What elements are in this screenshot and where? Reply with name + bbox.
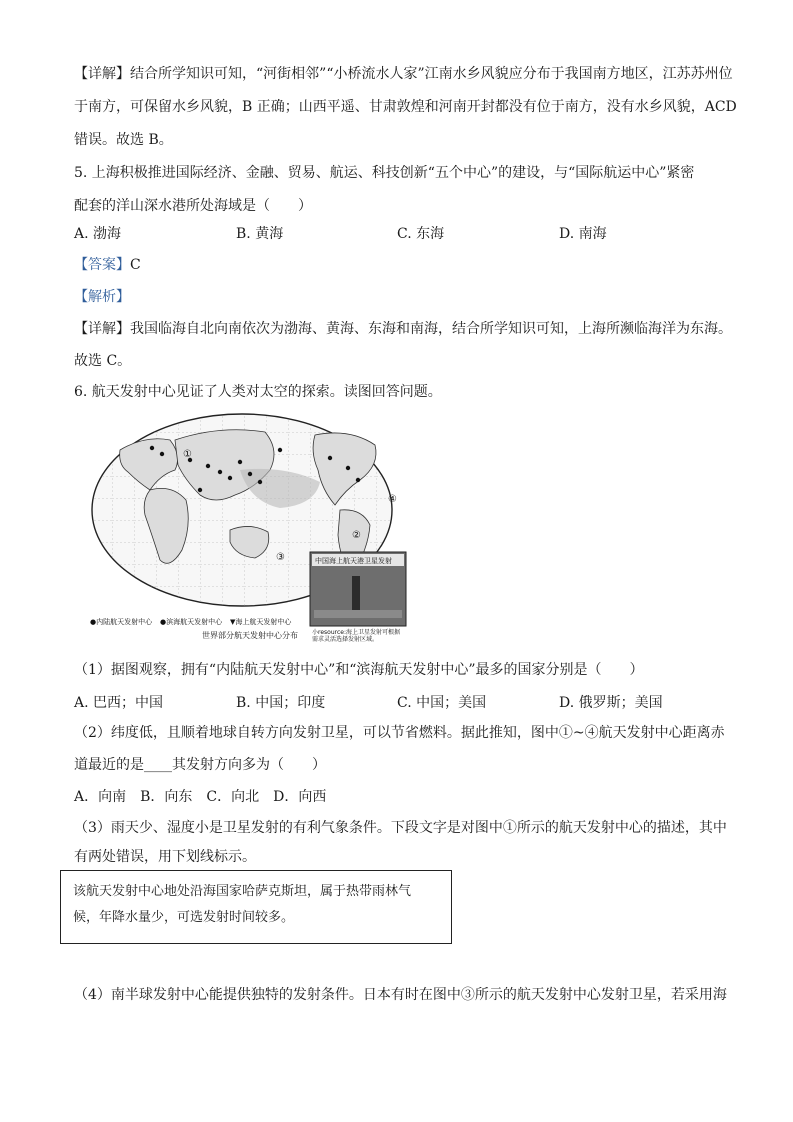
marker-3: ③ xyxy=(276,552,285,563)
map-figure xyxy=(90,410,410,642)
map-caption: 世界部分航天发射中心分布 xyxy=(202,631,298,640)
box-line-1: 该航天发射中心地处沿海国家哈萨克斯坦，属于热带雨林气 xyxy=(73,884,412,899)
marker-4: ④ xyxy=(388,494,397,505)
inset-note-2: 需求灵活选择发射区域。 xyxy=(312,636,379,642)
q6-sub2-options: A．向南 B．向东 C．向北 D．向西 xyxy=(74,789,327,805)
marker-1: ① xyxy=(183,449,192,460)
q5-option-b: B. 黄海 xyxy=(236,226,284,242)
q4-detail-line-2: 于南方，可保留水乡风貌，B 正确；山西平遥、甘肃敦煌和河南开封都没有位于南方，没有水乡风貌，ACD xyxy=(74,99,737,115)
inset-title: 中国海上航天港卫星发射 xyxy=(315,557,392,565)
q5-stem-line-1: 5. 上海积极推进国际经济、金融、贸易、航运、科技创新“五个中心”的建设，与“国际航运中心”紧密 xyxy=(74,165,695,181)
q6-sub2-line-1: （2）纬度低，且顺着地球自转方向发射卫星，可以节省燃料。据此推知，图中①~④航天发射中心距离赤 xyxy=(74,725,725,741)
sea-platform xyxy=(314,610,402,618)
q6-sub1-option-a: A. 巴西；中国 xyxy=(74,695,164,711)
q5-option-d: D. 南海 xyxy=(559,226,607,242)
q6-sub3-line-1: （3）雨天少、湿度小是卫星发射的有利气象条件。下段文字是对图中①所示的航天发射中心的描述，其中 xyxy=(74,820,727,836)
q5-answer-tag: 【答案】 xyxy=(74,257,130,273)
inset-note-1: 小resource:海上卫星发射可根据 xyxy=(312,629,400,636)
q4-detail-line-1: 【详解】结合所学知识可知，“河街相邻”“小桥流水人家”江南水乡风貌应分布于我国南方地区，江苏苏州位 xyxy=(74,66,733,82)
legend-sea: ▼海上航天发射中心 xyxy=(230,618,292,626)
q4-detail-line-3: 错误。故选 B。 xyxy=(74,132,173,148)
q6-sub1-line: （1）据图观察，拥有“内陆航天发射中心”和“滨海航天发射中心”最多的国家分别是（ ） xyxy=(74,662,644,678)
q5-detail-line-2: 故选 C。 xyxy=(74,353,132,369)
q5-answer-line xyxy=(74,255,141,275)
q5-options xyxy=(74,223,714,243)
q6-description-box xyxy=(60,870,452,944)
world-launch-centers-map xyxy=(90,410,410,642)
q5-answer-value: C xyxy=(130,257,141,273)
rocket-shape xyxy=(352,576,360,610)
q6-sub2-line-2: 道最近的是____其发射方向多为（ ） xyxy=(74,757,326,773)
q6-sub1-option-b: B. 中国；印度 xyxy=(236,695,326,711)
box-line-2: 候，年降水量少，可选发射时间较多。 xyxy=(73,910,295,925)
q5-detail-line-1: 【详解】我国临海自北向南依次为渤海、黄海、东海和南海，结合所学知识可知，上海所濒临海洋为东海。 xyxy=(74,321,732,337)
marker-2: ② xyxy=(352,530,361,541)
q5-option-a: A. 渤海 xyxy=(74,226,122,242)
q6-sub3-line-2: 有两处错误，用下划线标示。 xyxy=(74,849,256,865)
q6-stem: 6. 航天发射中心见证了人类对太空的探索。读图回答问题。 xyxy=(74,384,442,400)
legend-coastal: ●滨海航天发射中心 xyxy=(160,618,223,626)
q6-sub4-line: （4）南半球发射中心能提供独特的发射条件。日本有时在图中③所示的航天发射中心发射卫星，若采用海 xyxy=(74,987,727,1003)
q5-analysis-tag: 【解析】 xyxy=(74,289,130,305)
q5-stem-line-2: 配套的洋山深水港所处海域是（ ） xyxy=(74,198,312,214)
legend-inland: ●内陆航天发射中心 xyxy=(90,618,153,626)
q6-sub1-options xyxy=(74,692,714,712)
q6-sub1-option-d: D. 俄罗斯；美国 xyxy=(559,695,663,711)
q5-option-c: C. 东海 xyxy=(397,226,445,242)
q6-sub1-option-c: C. 中国；美国 xyxy=(397,695,487,711)
